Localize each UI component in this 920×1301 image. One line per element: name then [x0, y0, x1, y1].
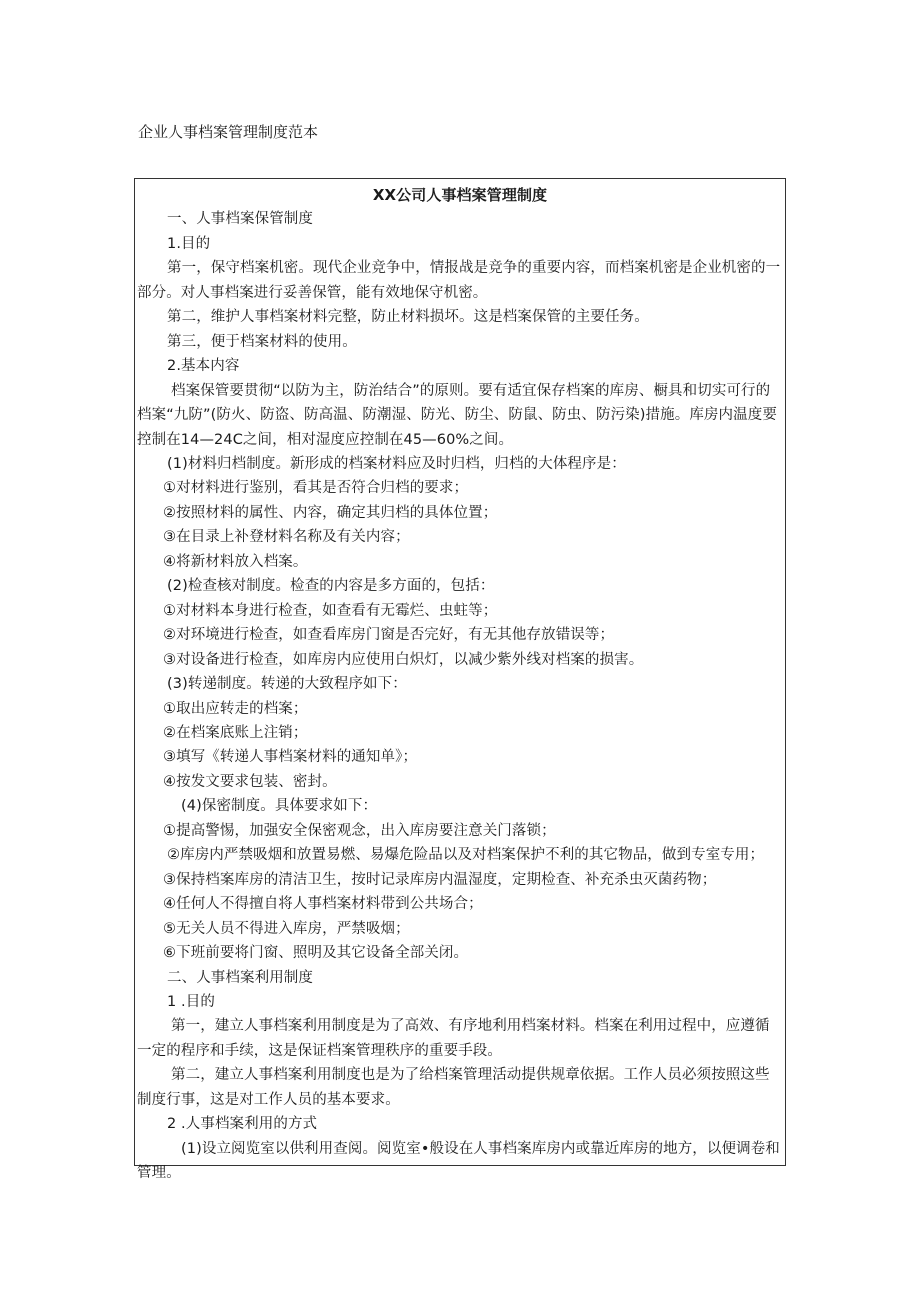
list-item: ②按照材料的属性、内容，确定其归档的具体位置； [163, 504, 498, 521]
list-item: ②对环境进行检查，如查看库房门窗是否完好，有无其他存放错误等； [163, 627, 615, 644]
document-body [135, 183, 785, 1186]
subsection-heading: 2.基本内容 [167, 358, 240, 375]
paragraph: 第一，保守档案机密。现代企业竞争中，情报战是竞争的重要内容，而档案机密是企业机密的一部分。对人事档案进行妥善保管，能有效地保守机密。 [137, 260, 781, 301]
list-item: ③保持档案库房的清洁卫生，按时记录库房内温湿度，定期检查、补充杀虫灭菌药物； [163, 871, 717, 888]
list-item: ④任何人不得擅自将人事档案材料带到公共场合； [163, 896, 483, 913]
list-item: ①提高警惕，加强安全保密观念，出入库房要注意关门落锁； [163, 822, 556, 839]
list-item: ③对设备进行检查，如库房内应使用白炽灯，以减少紫外线对档案的损害。 [163, 651, 644, 668]
list-item: ⑤无关人员不得进入库房，严禁吸烟； [163, 920, 410, 937]
list-heading: (2)检查核对制度。检查的内容是多方面的，包括： [167, 578, 495, 595]
section-heading: 一、人事档案保管制度 [167, 211, 313, 228]
list-heading: (1)材料归档制度。新形成的档案材料应及时归档，归档的大体程序是： [167, 455, 626, 472]
subsection-heading: 2 .人事档案利用的方式 [167, 1116, 318, 1133]
subsection-heading: 1.目的 [167, 235, 211, 252]
list-item: ④将新材料放入档案。 [163, 553, 308, 570]
list-item: ①取出应转走的档案； [163, 700, 308, 717]
paragraph: 第一，建立人事档案利用制度是为了高效、有序地利用档案材料。档案在利用过程中，应遵循一定的程序和手续，这是保证档案管理秩序的重要手段。 [137, 1018, 770, 1059]
section-heading: 二、人事档案利用制度 [167, 969, 313, 986]
list-heading: (4)保密制度。具体要求如下： [181, 798, 378, 815]
paragraph: (1)设立阅览室以供利用查阅。阅览室•般设在人事档案库房内或靠近库房的地方，以便调卷和管理。 [137, 1140, 780, 1182]
list-heading: (3)转递制度。转递的大致程序如下： [167, 676, 407, 693]
list-item: ②在档案底账上注销； [163, 724, 308, 741]
list-item: ①对材料本身进行检查，如查看有无霉烂、虫蛀等； [163, 602, 498, 619]
document-title: XX公司人事档案管理制度 [372, 186, 548, 204]
paragraph: 档案保管要贯彻“以防为主，防治结合”的原则。要有适宜保存档案的库房、橱具和切实可行的档案“九防”(防火、防盗、防高温、防潮湿、防光、防尘、防鼠、防虫、防污染)措施。库房内温度要控制在14—24C之间，相对湿度应控制在45—60%之间。 [137, 382, 777, 448]
document-frame [134, 178, 786, 1182]
list-item: ①对材料进行鉴别，看其是否符合归档的要求； [163, 480, 469, 497]
paragraph: 第二，建立人事档案利用制度也是为了给档案管理活动提供规章依据。工作人员必须按照这些制度行事，这是对工作人员的基本要求。 [137, 1067, 770, 1108]
list-item: ③填写《转递人事档案材料的通知单》； [163, 749, 418, 766]
list-item: ②库房内严禁吸烟和放置易燃、易爆危险品以及对档案保护不利的其它物品，做到专室专用； [167, 847, 765, 864]
list-item: ④按发文要求包装、密封。 [163, 773, 337, 790]
list-item: ③在目录上补登材料名称及有关内容； [163, 529, 410, 546]
document-heading: 企业人事档案管理制度范本 [138, 123, 319, 141]
paragraph: 第三，便于档案材料的使用。 [167, 333, 357, 350]
paragraph: 第二，维护人事档案材料完整，防止材料损坏。这是档案保管的主要任务。 [167, 309, 649, 326]
list-item: ⑥下班前要将门窗、照明及其它设备全部关闭。 [163, 945, 469, 962]
subsection-heading: 1 .目的 [167, 993, 215, 1010]
